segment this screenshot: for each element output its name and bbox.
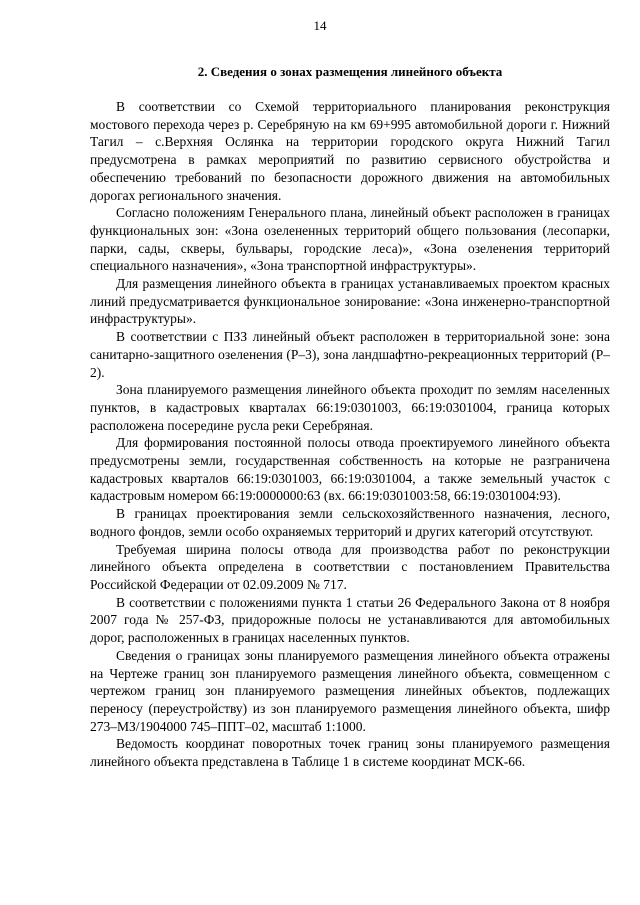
paragraph: Для размещения линейного объекта в границах устанавливаемых проектом красных линий предусматривается функциональное зонирование: «Зона инженерно-транспортной инфраструктуры». (90, 276, 610, 327)
paragraph: Требуемая ширина полосы отвода для производства работ по реконструкции линейного объекта определена в соответствии с постановлением Правительства Российской Федерации от 02.09.2009 № 717. (90, 541, 610, 592)
paragraph: В соответствии с положениями пункта 1 статьи 26 Федерального Закона от 8 ноября 2007 года № 257-ФЗ, придорожные полосы не устанавливаются для автомобильных дорог, расположенных в границах населенных пунктов. (90, 594, 610, 646)
paragraph: Сведения о границах зоны планируемого размещения линейного объекта отражены на Чертеже границ зон планируемого размещения линейного объекта, совмещенном с чертежом границ зон планируемого размещения линейных объектов, подлежащих переносу (переустройству) из зон планируемого размещения линейного объекта, шифр 273–МЗ/1904000 745–ППТ–02, масштаб 1:1000. (90, 647, 610, 734)
page-number: 14 (313, 18, 327, 33)
paragraph: Зона планируемого размещения линейного объекта проходит по землям населенных пунктов, в кадастровых кварталах 66:19:0301003, 66:19:0301004, граница которых расположена посередине русла реки Серебряная. (90, 382, 610, 433)
paragraph: Согласно положениям Генерального плана, линейный объект расположен в границах функциональных зон: «Зона озелененных территорий общего пользования (лесопарки, парки, сады, скверы, бульвары, городские леса)», «Зона озеленения территорий специального назначения», «Зона транспортной инфраструктуры». (90, 205, 610, 274)
paragraph: Ведомость координат поворотных точек границ зоны планируемого размещения линейного объекта представлена в Таблице 1 в системе координат МСК-66. (90, 736, 610, 770)
section-heading: 2. Сведения о зонах размещения линейного объекта (197, 64, 503, 79)
paragraph: В соответствии с ПЗЗ линейный объект расположен в территориальной зоне: зона санитарно-защитного озеленения (Р–3), зона ландшафтно-рекреационных территорий (Р–2). (90, 329, 610, 380)
paragraph: В границах проектирования земли сельскохозяйственного назначения, лесного, водного фондов, земли особо охраняемых территорий и других категорий отсутствуют. (90, 506, 610, 539)
paragraph: В соответствии со Схемой территориального планирования реконструкция мостового перехода через р. Серебряную на км 69+995 автомобильной дороги г. Нижний Тагил – с.Верхняя Ослянка на территории городского округа Нижний Тагил предусмотрена в рамках мероприятий по развитию сервисного обустройства и обеспечению требований по безопасности дорожного движения на автомобильных дорогах регионального значения. (90, 99, 610, 203)
body-text (90, 98, 610, 771)
paragraph: Для формирования постоянной полосы отвода проектируемого линейного объекта предусмотрены земли, государственная собственность на которые не разграничена кадастровых кварталов 66:19:0301003, 66:19:0301004, а также земельный участок с кадастровым номером 66:19:0000000:63 (вх. 66:19:0301003:58, 66:19:0301004:93). (90, 435, 610, 504)
